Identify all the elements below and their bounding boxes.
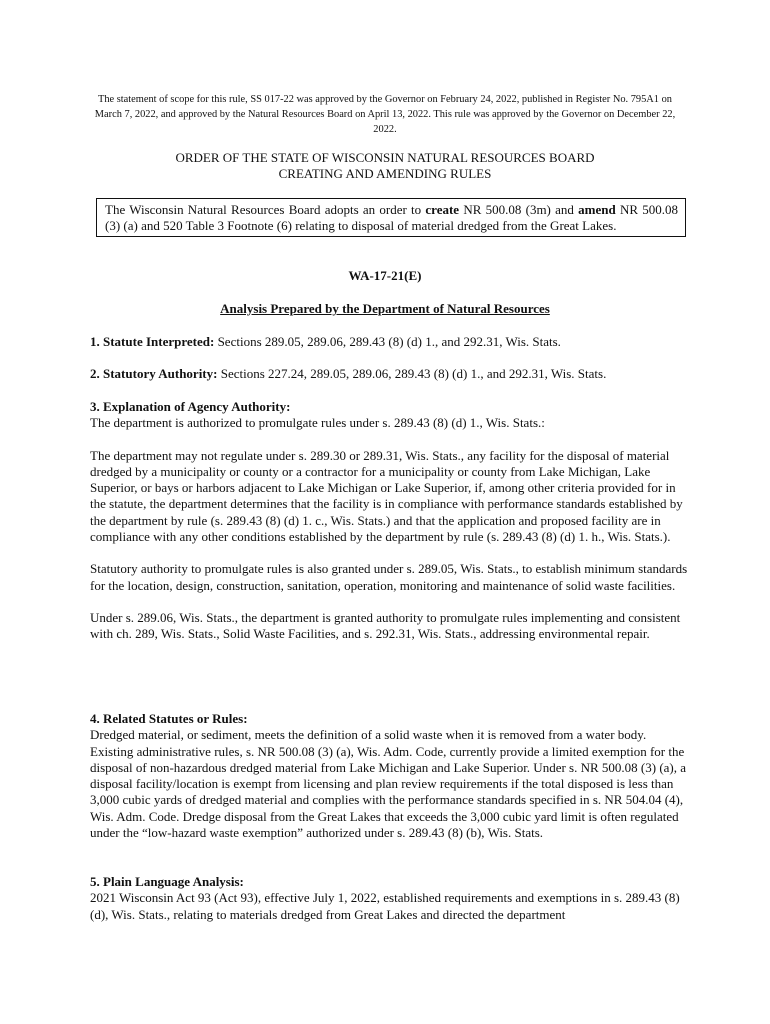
section-3-paragraph-1: The department is authorized to promulgate rules under s. 289.43 (8) (d) 1., Wis. Stats.: xyxy=(90,415,545,431)
section-3-heading: 3. Explanation of Agency Authority: xyxy=(90,399,291,414)
section-statute-interpreted xyxy=(90,334,688,350)
amend-keyword: amend xyxy=(578,202,616,217)
order-title-line2: CREATING AND AMENDING RULES xyxy=(278,166,492,181)
section-3-paragraph-4: Under s. 289.06, Wis. Stats., the department is granted authority to promulgate rules implementing and consistent with ch. 289, Wis. Stats., Solid Waste Facilities, and s. 292.31, Wis. Stats., addressing environmental repair. xyxy=(90,609,681,642)
order-text-part3: NR 500.08 (3) (a) and 520 Table 3 Footnote (6) relating to disposal of material dredged from the Great Lakes. xyxy=(105,202,678,233)
section-related-statutes xyxy=(90,711,688,841)
section-3-paragraph-3: Statutory authority to promulgate rules is also granted under s. 289.05, Wis. Stats., to establish minimum standards for the location, design, construction, sanitation, operation, monitoring and maintenance of solid waste facilities. xyxy=(90,561,688,593)
section-4-heading: 4. Related Statutes or Rules: xyxy=(90,711,248,726)
section-agency-authority xyxy=(90,399,688,643)
section-1-text: Sections 289.05, 289.06, 289.43 (8) (d) 1., and 292.31, Wis. Stats. xyxy=(214,334,561,349)
section-5-heading: 5. Plain Language Analysis: xyxy=(90,874,244,889)
document-number: WA-17-21(E) xyxy=(348,268,422,283)
create-keyword: create xyxy=(425,202,460,217)
analysis-title: Analysis Prepared by the Department of Natural Resources xyxy=(220,301,550,316)
section-4-paragraph: Dredged material, or sediment, meets the definition of a solid waste when it is removed from a water body. Existing administrative rules, s. NR 500.08 (3) (a), Wis. Adm. Code, currently provide a limited exemption for the disposal of non-hazardous dredged material from Lake Michigan and Lake Superior. Under s. NR 500.08 (3) (a), a disposal facility/location is exempt from licensing and plan review requirements if the total disposed is less than 3,000 cubic yards of dredged material and complies with the performance standards specified in s. NR 504.04 (4), Wis. Adm. Code. Dredge disposal from the Great Lakes that exceeds the 3,000 cubic yard limit is often regulated under the “low-hazard waste exemption” authorized under s. 289.43 (8) (b), Wis. Stats. xyxy=(90,727,687,841)
order-title xyxy=(84,150,686,182)
order-summary-box xyxy=(96,198,686,237)
order-text-part2: NR 500.08 (3m) and xyxy=(459,202,579,217)
section-2-heading: 2. Statutory Authority: xyxy=(90,366,218,381)
section-3-paragraph-2: The department may not regulate under s. 289.30 or 289.31, Wis. Stats., any facility for the disposal of material dredged by a municipality or county or a contractor for a municipality or county from Lake Michigan, Lake Superior, or bays or harbors adjacent to Lake Michigan or Lake Superior, if, among other criteria provided for in the statute, the department determines that the facility is in compliance with performance standards established by the department by rule (s. 289.43 (8) (d) 1. c., Wis. Stats.) and that the application and proposed facility are in compliance with any other conditions established by the department by rule (s. 289.43 (8) (d) 1. h., Wis. Stats.). xyxy=(90,447,683,545)
order-text-part1: The Wisconsin Natural Resources Board adopts an order to xyxy=(105,202,426,217)
order-title-line1: ORDER OF THE STATE OF WISCONSIN NATURAL RESOURCES BOARD xyxy=(175,150,595,165)
scope-statement: The statement of scope for this rule, SS 017-22 was approved by the Governor on February 24, 2022, published in Register No. 795A1 on March 7, 2022, and approved by the Natural Resources Board on April 13, 2022. This rule was approved by the Governor on December 22, 2022. xyxy=(94,94,676,135)
section-plain-language xyxy=(90,874,688,923)
section-5-paragraph: 2021 Wisconsin Act 93 (Act 93), effective July 1, 2022, established requirements and exemptions in s. 289.43 (8) (d), Wis. Stats., relating to materials dredged from Great Lakes and directed the department xyxy=(90,890,680,922)
section-statutory-authority xyxy=(90,366,688,382)
section-2-text: Sections 227.24, 289.05, 289.06, 289.43 (8) (d) 1., and 292.31, Wis. Stats. xyxy=(217,366,607,381)
section-1-heading: 1. Statute Interpreted: xyxy=(90,334,215,349)
